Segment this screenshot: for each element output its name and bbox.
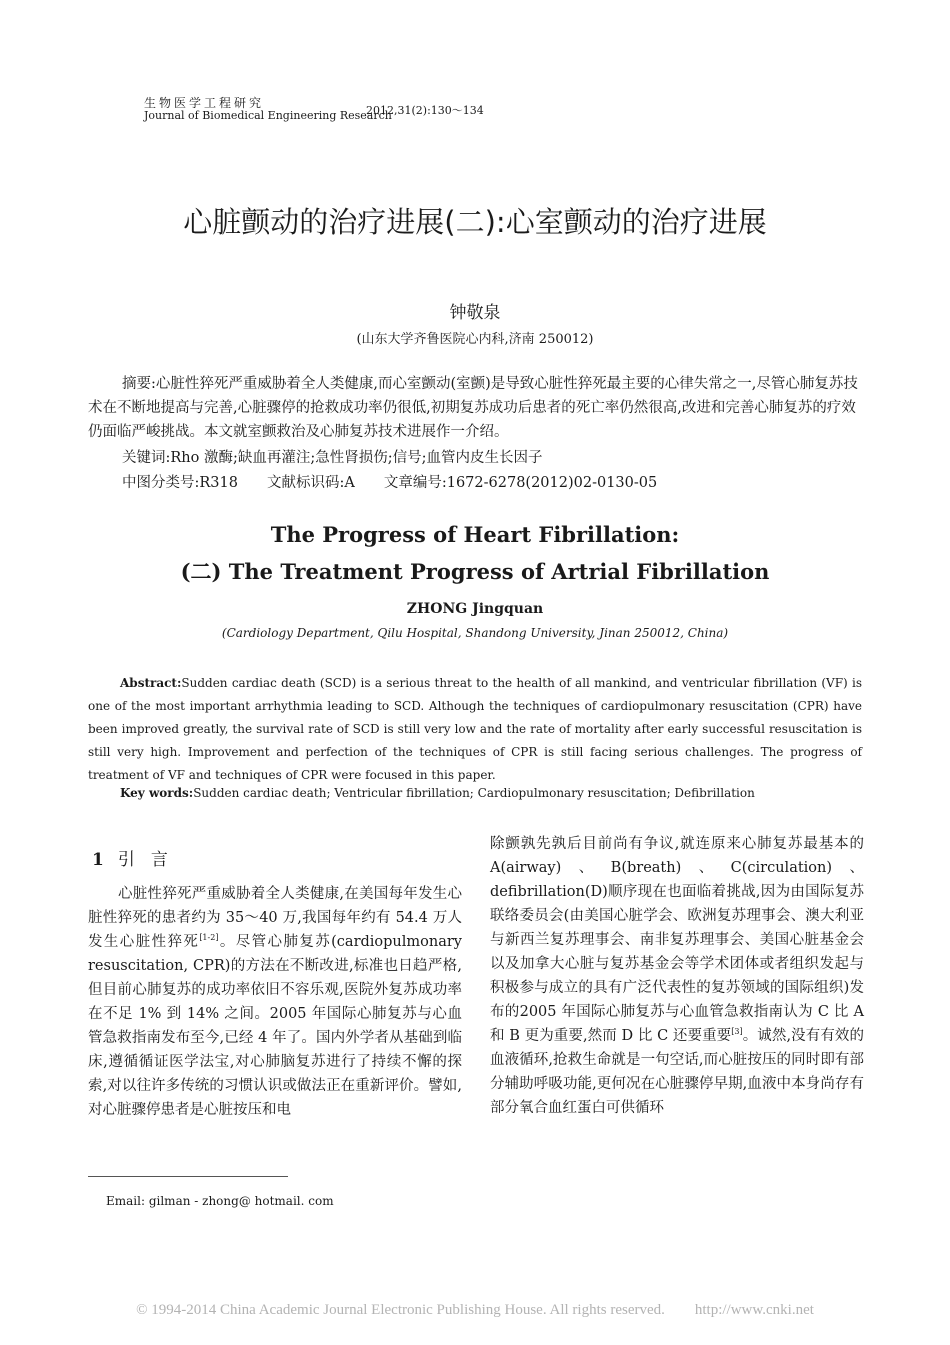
footnote-divider [88,1176,288,1177]
footnote-email: Email: gilman - zhong@ hotmail. com [106,1194,334,1208]
abstract-en-label: Abstract: [120,676,182,690]
abstract-cn: 摘要:心脏性猝死严重威胁着全人类健康,而心室颤动(室颤)是导致心脏性猝死最主要的心律失常之一,尽管心肺复苏技术在不断地提高与完善,心脏骤停的抢救成功率仍很低,初期复苏成功后患者的死亡率仍然很高,改进和完善心肺复苏的疗效仍面临严峻挑战。本文就室颤救治及心肺复苏技术进展作一介绍。 [88,376,858,440]
affiliation-cn: (山东大学齐鲁医院心内科,济南 250012) [356,332,594,347]
author-en: ZHONG Jingquan [406,601,544,617]
keywords-en-label: Key words: [120,786,194,800]
journal-volume-info: 2012,31(2):130～134 [366,104,484,117]
classification-line: 中图分类号:R318 文献标识码:A 文章编号:1672-6278(2012)02-0130-05 [122,475,658,491]
journal-name-en: Journal of Biomedical Engineering Research [144,109,392,122]
copyright-watermark: © 1994-2014 China Academic Journal Electronic Publishing House. All rights reserved. http://www.cnki.net [136,1302,814,1318]
citation-ref: [1-2] [199,933,219,943]
keywords-en [120,786,860,800]
abstract-en [88,672,862,787]
section-heading [92,845,184,870]
keywords-cn: 关键词:Rho 激酶;缺血再灌注;急性肾损伤;信号;血管内皮生长因子 [122,450,543,466]
article-title-cn: 心脏颤动的治疗进展(二):心室颤动的治疗进展 [183,205,767,239]
keywords-en-text: Sudden cardiac death; Ventricular fibrillation; Cardiopulmonary resuscitation; Defibrillation [193,786,755,800]
author-cn: 钟敬泉 [449,303,501,323]
abstract-en-text: Sudden cardiac death (SCD) is a serious threat to the health of all mankind, and ventricular fibrillation (VF) is one of the most important arrhythmia leading to SCD. Although the techniques of cardiopulmonary resuscitation (CPR) have been improved greatly, the survival rate of SCD is still very low and the rate of mortality after early successful resuscitation is still very high. Improvement and perfection of the techniques of CPR is still facing serious challenges. The progress of treatment of VF and techniques of CPR were focused in this paper. [88,676,862,782]
section-number: 1 [92,850,104,870]
paragraph-text: 。尽管心肺复苏(cardiopulmonary resuscitation, CPR)的方法在不断改进,标准也日趋严格,但目前心肺复苏的成功率依旧不容乐观,医院外复苏成功率在不足 1% 到 14% 之间。2005 年国际心肺复苏与心血管急救指南发布至今,已经 4 年了。国内外学者从基础到临床,遵循循证医学法宝,对心肺脑复苏进行了持续不懈的探索,对以往许多传统的习惯认识或做法正在重新评价。譬如,对心脏骤停患者是心脏按压和电 [88,934,462,1118]
paragraph-text: 除颤孰先孰后目前尚有争议,就连原来心肺复苏最基本的 A(airway)、B(breath)、C(circulation)、defibrillation(D)顺序现在也面临着挑战,因为由国际复苏联络委员会(由美国心脏学会、欧洲复苏理事会、澳大利亚与新西兰复苏理事会、南非复苏理事会、美国心脏基金会以及加拿大心脏与复苏基金会等学术团体或者组织发起与积极参与成立的具有广泛代表性的复苏领域的国际组织)发布的2005 年国际心肺复苏与心血管急救指南认为 C 比 A 和 B 更为重要,然而 D 比 C 还要重要 [490,836,864,1044]
paragraph-text: 。诚然,没有有效的血液循环,抢救生命就是一句空话,而心脏按压的同时即有部分辅助呼吸功能,更何况在心脏骤停早期,血液中本身尚存有部分氧合血红蛋白可供循环 [490,1028,865,1116]
article-title-en-line2: (二) The Treatment Progress of Artrial Fibrillation [180,559,770,584]
affiliation-en: (Cardiology Department, Qilu Hospital, Shandong University, Jinan 250012, China) [221,626,729,640]
article-title-en-line1: The Progress of Heart Fibrillation: [270,522,680,547]
body-column-left [88,882,462,1122]
citation-ref: [3] [731,1027,743,1037]
body-column-right [490,832,864,1120]
journal-name-cn: 生物医学工程研究 [144,96,265,110]
section-title: 引言 [117,850,184,870]
paragraph-text: 心脏性猝死严重威胁着全人类健康,在美国每年发生心脏性猝死的患者约为 35～40 万,我国每年约有 54.4 万人发生心脏性猝死 [88,886,462,950]
